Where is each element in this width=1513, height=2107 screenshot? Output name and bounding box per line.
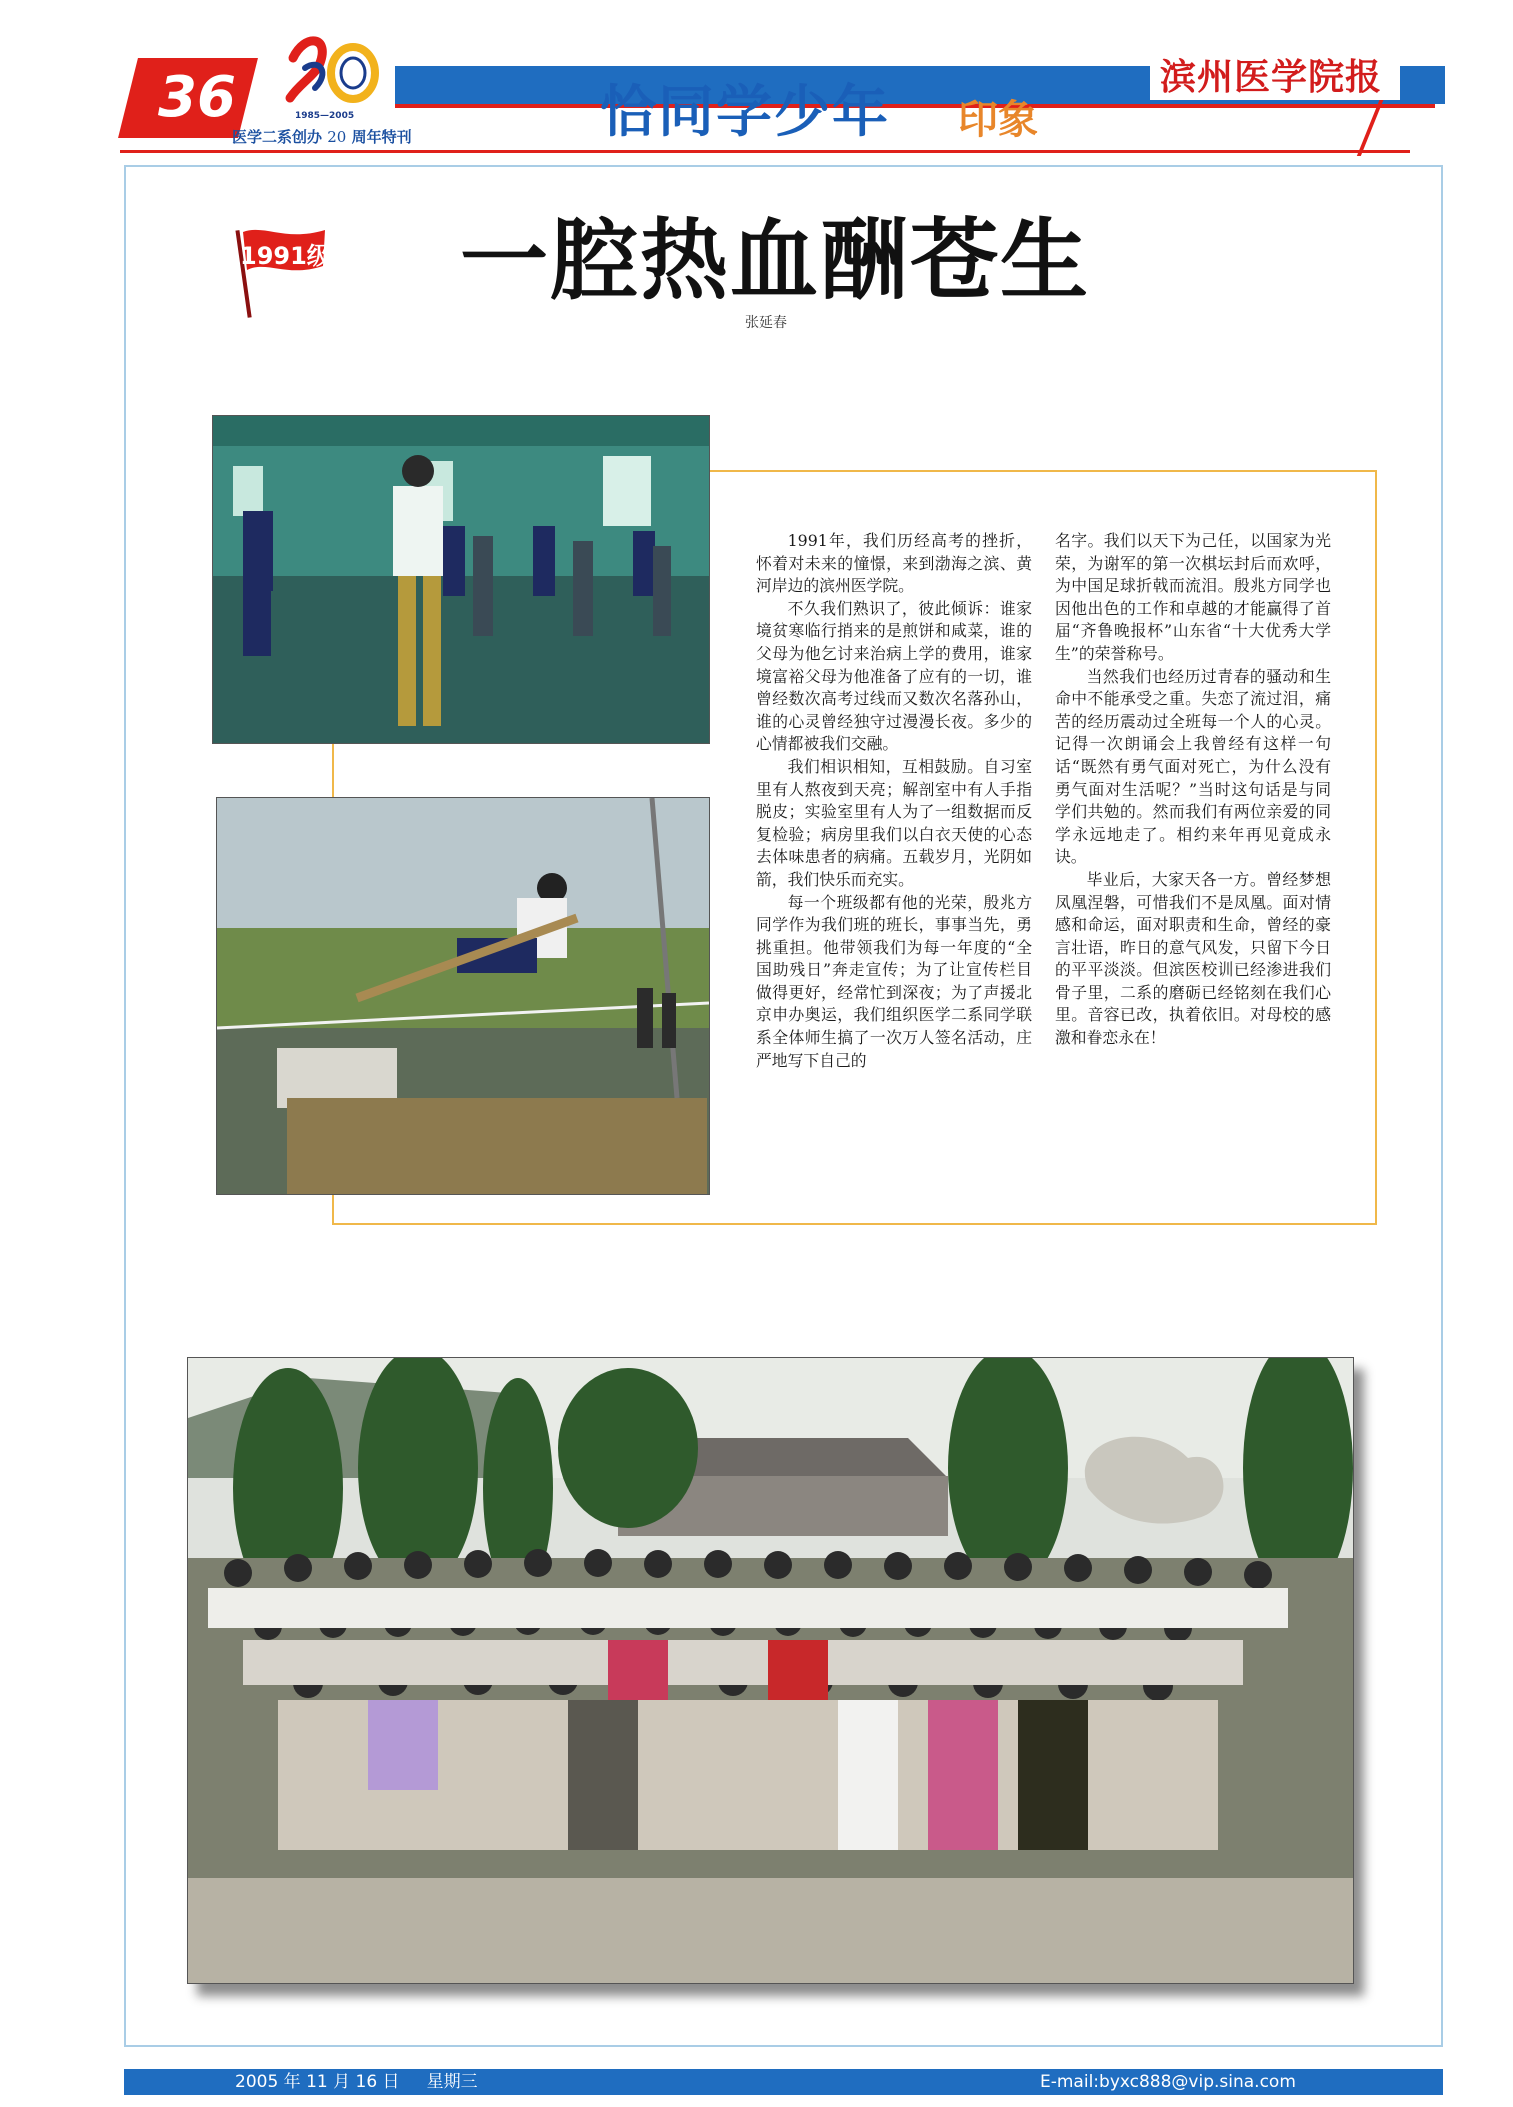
class-badge: 1991级	[240, 242, 331, 270]
contact-email: E-mail:byxc888@vip.sina.com	[1040, 2072, 1296, 2092]
high-jump-photo	[216, 797, 710, 1195]
special-issue-number: 20	[327, 128, 347, 146]
anniversary-logo	[275, 28, 385, 123]
paragraph: 毕业后，大家天各一方。曾经梦想凤凰涅磐，可惜我们不是凤凰。面对情感和命运，面对职责和生命，曾经的豪言壮语，昨日的意气风发，只留下今日的平平淡淡。但滨医校训已经渗进我们骨子里，二系的磨砺已经铭刻在我们心里。音容已改，执着依旧。对母校的感激和眷恋永在！	[1055, 869, 1331, 1048]
column-subtitle: 印象	[958, 97, 1038, 143]
header-rule	[120, 150, 1410, 153]
column-title: 恰同学少年	[600, 80, 890, 145]
paragraph: 1991年，我们历经高考的挫折，怀着对未来的憧憬，来到渤海之滨、黄河岸边的滨州医学院。	[756, 531, 1032, 596]
special-issue-suffix: 周年特刊	[351, 128, 412, 146]
article-headline: 一腔热血酬苍生	[460, 208, 1091, 312]
page-header	[0, 0, 1513, 165]
article-byline: 张延春	[745, 315, 787, 331]
paragraph: 我们相识相知，互相鼓励。自习室里有人熬夜到天亮；解剖室中有人手指脱皮；实验室里有人为了一组数据而反复检验；病房里我们以白衣天使的心态去体味患者的病痛。五载岁月，光阴如箭，我们快乐而充实。	[756, 756, 1032, 889]
paragraph: 每一个班级都有他的光荣，殷兆方同学作为我们班的班长，事事当先，勇挑重担。他带领我们为每一年度的“全国助残日”奔走宣传；为了让宣传栏目做得更好，经常忙到深夜；为了声援北京申办奥运，我们组织医学二系同学联系全体师生搞了一次万人签名活动，庄严地写下自己的	[756, 892, 1032, 1070]
logo-years: 1985—2005	[295, 111, 355, 121]
special-issue-label	[232, 126, 412, 147]
masthead: 滨州医学院报	[1160, 56, 1383, 98]
issue-date: 2005 年 11 月 16 日 星期三	[235, 2072, 478, 2092]
paragraph: 名字。我们以天下为己任，以国家为光荣，为谢军的第一次棋坛封后而欢呼，为中国足球折戟而流泪。殷兆方同学也因他出色的工作和卓越的才能赢得了首届“齐鲁晚报杯”山东省“十大优秀大学生”的荣誉称号。	[1055, 531, 1331, 663]
gym-exercise-photo	[212, 415, 710, 744]
paragraph: 当然我们也经历过青春的骚动和生命中不能承受之重。失恋了流过泪，痛苦的经历震动过全班每一个人的心灵。记得一次朗诵会上我曾经有这样一句话“既然有勇气面对死亡，为什么没有勇气面对生活呢？”当时这句话是与同学们共勉的。然而我们有两位亲爱的同学永远地走了。相约来年再见竟成永诀。	[1055, 666, 1331, 867]
article-column-2	[1055, 530, 1331, 1050]
page-number: 36	[158, 65, 236, 130]
special-issue-prefix: 医学二系创办	[232, 128, 323, 146]
class-group-photo	[187, 1357, 1354, 1984]
paragraph: 不久我们熟识了，彼此倾诉：谁家境贫寒临行捎来的是煎饼和咸菜，谁的父母为他乞讨来治病上学的费用，谁家境富裕父母为他准备了应有的一切，谁曾经数次高考过线而又数次名落孙山，谁的心灵曾经独守过漫漫长夜。多少的心情都被我们交融。	[756, 598, 1032, 754]
article-column-1	[756, 530, 1032, 1072]
header-red-line	[395, 104, 1435, 108]
